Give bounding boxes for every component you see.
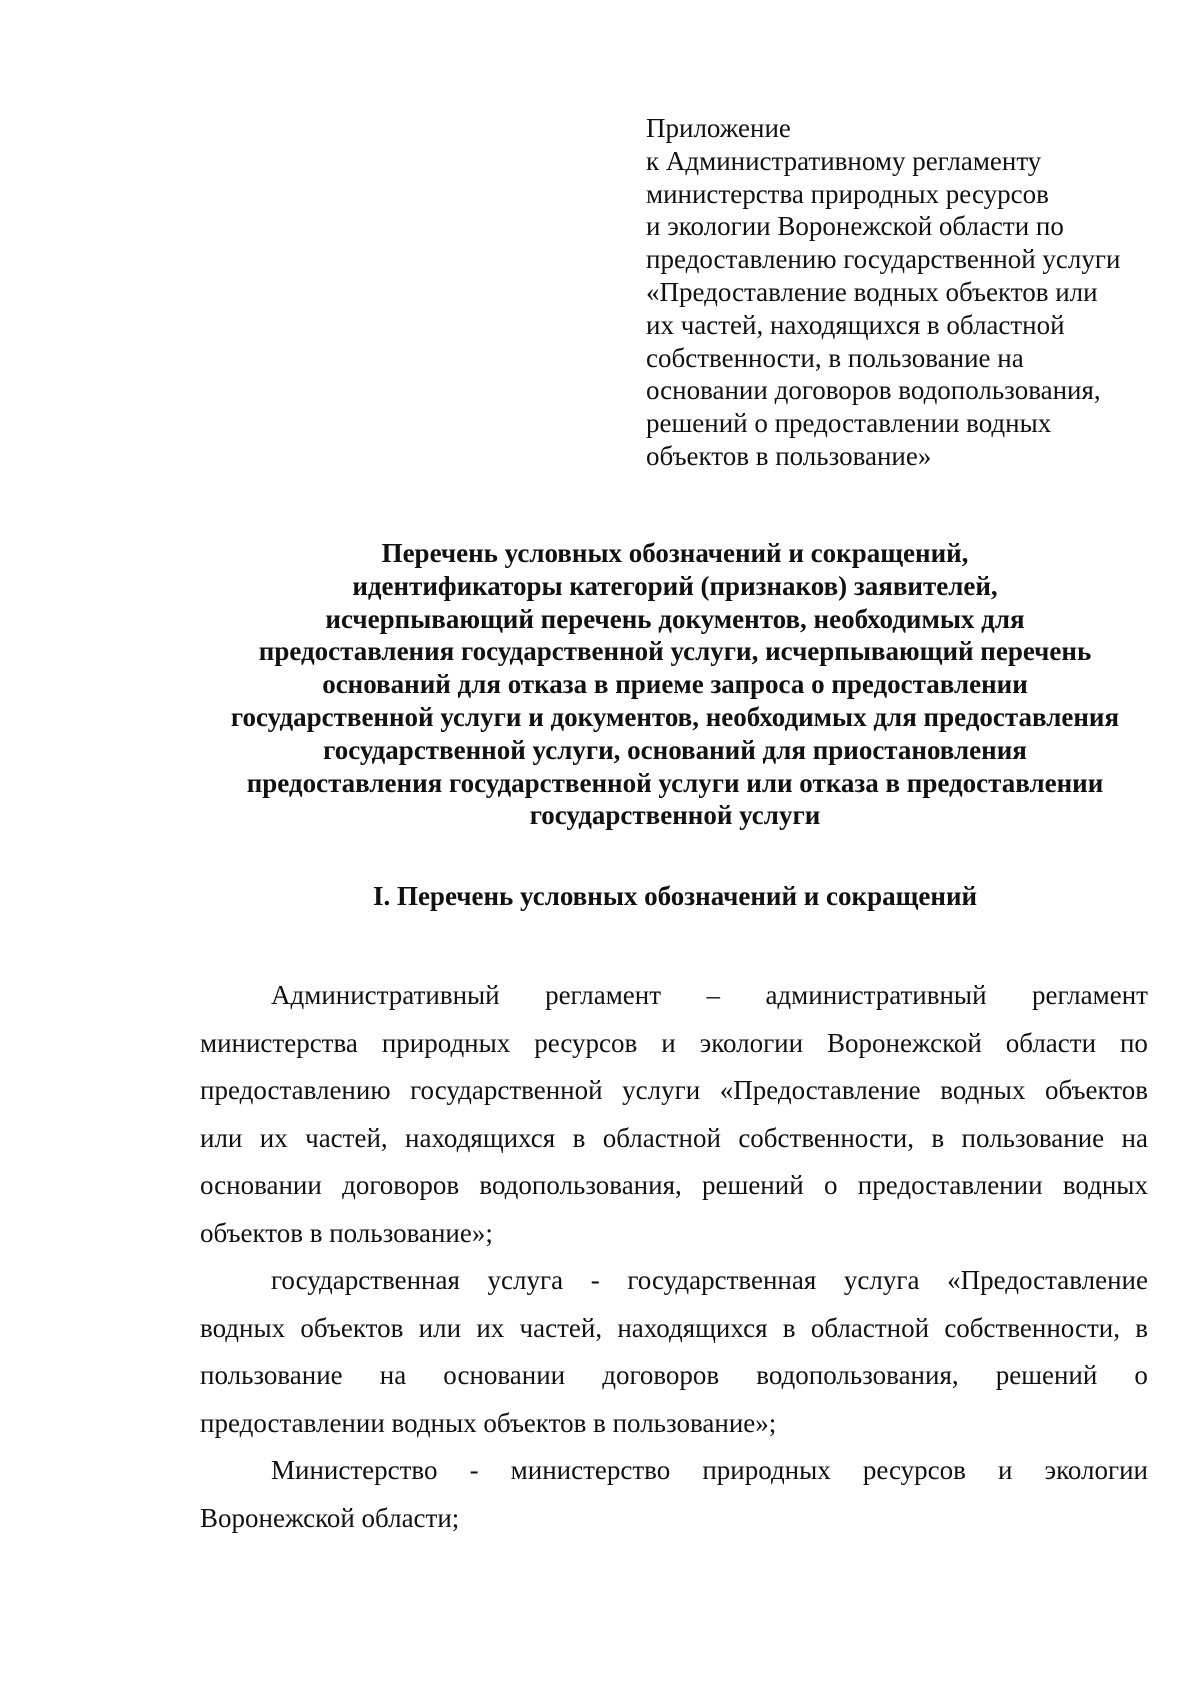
word: пользование: [961, 1122, 1105, 1153]
word: -: [469, 1455, 479, 1485]
document-title: [130, 537, 1200, 832]
word: природных: [702, 1455, 831, 1485]
word: водопользования,: [479, 1170, 682, 1200]
word: –: [706, 980, 720, 1010]
word: в: [782, 1312, 796, 1343]
word: основании: [443, 1360, 566, 1390]
paragraph-line: [200, 1067, 1148, 1115]
word: в: [1135, 1312, 1148, 1343]
word: услуга: [843, 1265, 920, 1295]
word: Воронежской: [827, 1027, 982, 1058]
paragraph-line: [200, 1162, 1148, 1210]
word: природных: [381, 1027, 511, 1058]
word: Административный: [271, 980, 500, 1010]
word: водопользования,: [756, 1360, 959, 1390]
word: предоставлении: [857, 1170, 1043, 1200]
paragraph-line: [200, 972, 1148, 1020]
paragraph-last-line: предоставлении водных объектов в пользование»;: [200, 1407, 777, 1438]
word: государственная: [271, 1265, 460, 1295]
word: министерство: [510, 1455, 671, 1485]
word: и: [998, 1455, 1013, 1485]
word: основании: [200, 1170, 322, 1200]
word: на: [1121, 1122, 1148, 1153]
word: водных: [200, 1312, 286, 1343]
word: -: [590, 1265, 600, 1295]
word: или: [200, 1122, 243, 1153]
word: Министерство: [271, 1455, 438, 1485]
word: решений: [995, 1360, 1098, 1390]
paragraph-line: [200, 1115, 1148, 1163]
appendix-block: [646, 112, 1186, 473]
title-line: исчерпывающий перечень документов, необходимых для: [325, 603, 1025, 634]
word: государственная: [627, 1265, 817, 1295]
appendix-line: основании договоров водопользования,: [646, 375, 1101, 406]
word: договоров: [342, 1170, 460, 1200]
appendix-line: предоставлению государственной услуги: [646, 244, 1121, 275]
word: объектов: [1044, 1075, 1148, 1105]
paragraph-line: [200, 1257, 1148, 1305]
word: или: [418, 1312, 462, 1343]
title-line: предоставления государственной услуги или отказа в предоставлении: [246, 767, 1104, 798]
word: министерства: [200, 1027, 358, 1058]
title-line: государственной услуги, оснований для приостановления: [323, 734, 1027, 765]
word: ресурсов: [862, 1455, 966, 1485]
definition-paragraph: [200, 1447, 1148, 1542]
word: услуга: [487, 1265, 564, 1295]
word: и: [661, 1027, 676, 1058]
word: ресурсов: [534, 1027, 638, 1058]
word: услуги: [622, 1075, 701, 1105]
word: находящихся: [617, 1312, 768, 1343]
word: областной: [810, 1312, 930, 1343]
paragraph-last-line: объектов в пользование»;: [200, 1217, 493, 1248]
appendix-line: к Административному регламенту: [646, 145, 1042, 176]
word: договоров: [602, 1360, 720, 1390]
word: объектов: [300, 1312, 404, 1343]
word: экологии: [699, 1027, 804, 1058]
word: «Предоставление: [719, 1075, 921, 1105]
title-line: оснований для отказа в приеме запроса о предоставлении: [322, 669, 1028, 700]
word: предоставлению: [200, 1075, 391, 1105]
appendix-line: министерства природных ресурсов: [646, 178, 1049, 209]
paragraph-line: [200, 1447, 1148, 1495]
appendix-line: решений о предоставлении водных: [646, 408, 1052, 439]
word: частей,: [519, 1312, 603, 1343]
word: по: [1119, 1027, 1148, 1058]
word: экологии: [1044, 1455, 1148, 1485]
word: области: [1005, 1027, 1097, 1058]
appendix-line: их частей, находящихся в областной: [646, 309, 1065, 340]
definition-paragraph: [200, 1257, 1148, 1447]
paragraph-line: [200, 1020, 1148, 1068]
word: находящихся: [405, 1122, 556, 1153]
title-line: государственной услуги и документов, необходимых для предоставления: [230, 701, 1120, 732]
paragraph-line: [200, 1305, 1148, 1353]
word: о: [1134, 1360, 1148, 1390]
word: водных: [940, 1075, 1026, 1105]
paragraph-last-line: Воронежской области;: [200, 1502, 460, 1533]
word: регламент: [545, 980, 662, 1010]
word: в: [931, 1122, 945, 1153]
title-line: идентификаторы категорий (признаков) заявителей,: [352, 570, 998, 601]
appendix-line: «Предоставление водных объектов или: [646, 276, 1098, 307]
appendix-line: объектов в пользование»: [646, 440, 932, 471]
definitions-body: [200, 972, 1148, 1542]
word: их: [259, 1122, 288, 1153]
appendix-line: собственности, в пользование на: [646, 342, 1024, 373]
word: о: [823, 1170, 838, 1200]
title-line: государственной услуги: [529, 800, 821, 831]
word: водных: [1062, 1170, 1148, 1200]
word: в: [572, 1122, 586, 1153]
word: их: [476, 1312, 505, 1343]
appendix-line: Приложение: [646, 113, 791, 143]
word: решений: [702, 1170, 804, 1200]
word: «Предоставление: [947, 1265, 1148, 1295]
paragraph-line: [200, 1352, 1148, 1400]
word: собственности,: [738, 1122, 914, 1153]
word: государственной: [410, 1075, 603, 1105]
title-line: Перечень условных обозначений и сокращений,: [381, 538, 969, 568]
word: регламент: [1031, 980, 1148, 1010]
word: собственности,: [944, 1312, 1120, 1343]
word: пользование: [200, 1360, 343, 1390]
title-line: предоставления государственной услуги, исчерпывающий перечень: [258, 636, 1092, 667]
appendix-line: и экологии Воронежской области по: [646, 211, 1064, 242]
section-heading: I. Перечень условных обозначений и сокращений: [372, 881, 978, 911]
word: на: [379, 1360, 407, 1390]
word: областной: [602, 1122, 721, 1153]
word: частей,: [305, 1122, 388, 1153]
definition-paragraph: [200, 972, 1148, 1257]
word: административный: [765, 980, 987, 1010]
